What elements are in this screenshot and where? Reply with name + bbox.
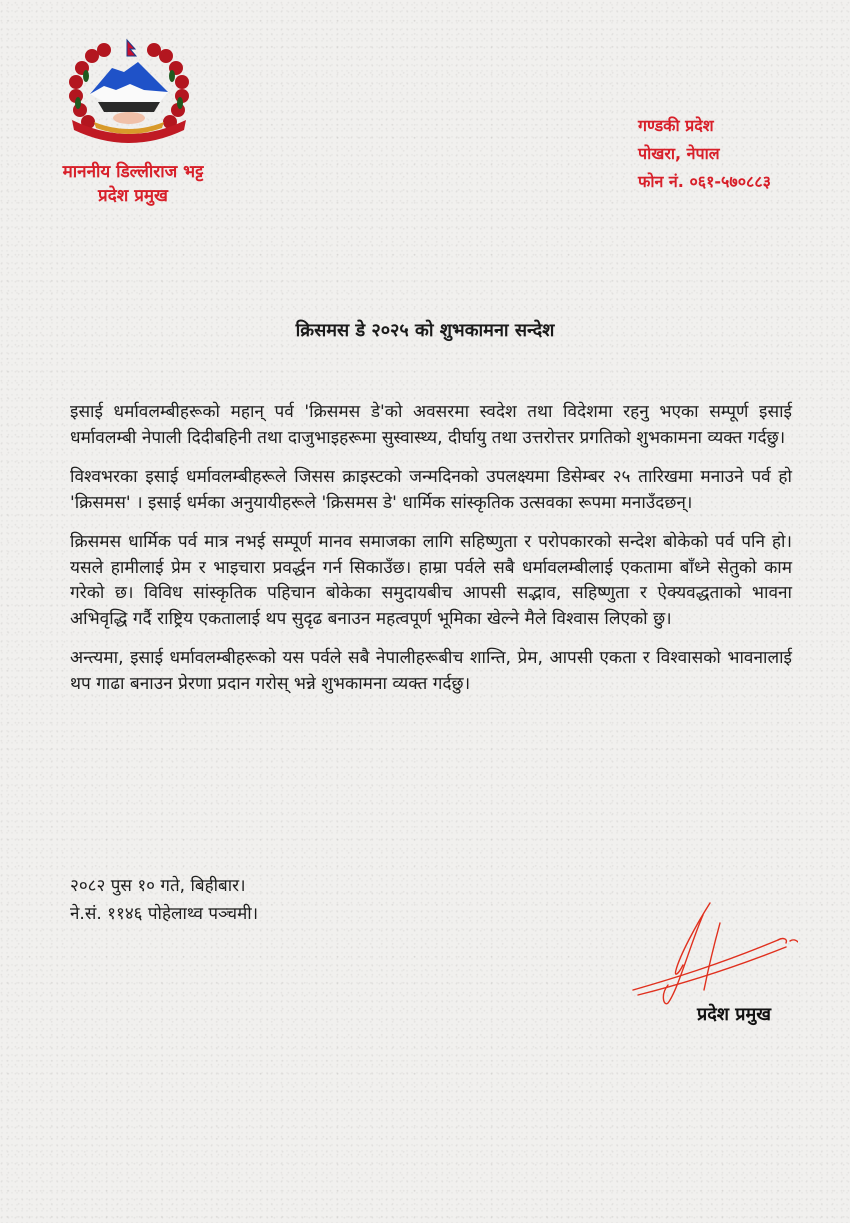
nepal-coat-of-arms-emblem xyxy=(64,36,194,148)
date-bs: २०८२ पुस १० गते, बिहीबार। xyxy=(70,876,246,896)
sender-name: माननीय डिल्लीराज भट्ट xyxy=(62,162,204,182)
document-title: क्रिसमस डे २०२५ को शुभकामना सन्देश xyxy=(295,320,555,341)
paragraph: इसाई धर्मावलम्बीहरूको महान् पर्व 'क्रिसमस डे'को अवसरमा स्वदेश तथा विदेशमा रहनु भएका सम्पूर्ण इसाई धर्मावलम्बी नेपाली दिदीबहिनी तथा दाजुभाइहरूमा सुस्वास्थ्य, दीर्घायु तथा उत्तरोत्तर प्रगतिको शुभकामना व्यक्त गर्दछु। xyxy=(70,402,792,448)
date-nepal-sambat: ने.सं. ११४६ पोहेलाथ्व पञ्चमी। xyxy=(70,904,259,924)
message-body xyxy=(70,400,792,711)
province-name: गण्डकी प्रदेश xyxy=(638,116,714,135)
paragraph: क्रिसमस धार्मिक पर्व मात्र नभई सम्पूर्ण मानव समाजका लागि सहिष्णुता र परोपकारको सन्देश बोकेको पर्व पनि हो। यसले हामीलाई प्रेम र भाइचारा प्रवर्द्धन गर्न सिकाउँछ। हाम्रा पर्वले सबै धर्मावलम्बीलाई एकतामा बाँध्ने सेतुको काम गरेको छ। विविध सांस्कृतिक पहिचान बोकेका समुदायबीच आपसी सद्भाव, सहिष्णुता र ऐक्यवद्धताको भावना अभिवृद्धि गर्दै राष्ट्रिय एकतालाई थप सुदृढ बनाउन महत्वपूर्ण भूमिका खेल्ने मैले विश्वास लिएको छु। xyxy=(70,532,792,629)
handshake-icon xyxy=(113,112,145,124)
paragraph: अन्त्यमा, इसाई धर्मावलम्बीहरूको यस पर्वले सबै नेपालीहरूबीच शान्ति, प्रेम, आपसी एकता र विश्वासको भावनालाई थप गाढा बनाउन प्रेरणा प्रदान गरोस् भन्ने शुभकामना व्यक्त गर्दछु। xyxy=(70,648,792,694)
sender-block xyxy=(28,160,238,208)
phone-number: फोन नं. ०६१-५७०८८३ xyxy=(638,172,771,191)
handwritten-signature xyxy=(628,895,798,1005)
paragraph: विश्वभरका इसाई धर्मावलम्बीहरूले जिसस क्राइस्टको जन्मदिनको उपलक्ष्यमा डिसेम्बर २५ तारिखमा मनाउने पर्व हो 'क्रिसमस' । इसाई धर्मका अनुयायीहरूले 'क्रिसमस डे' धार्मिक सांस्कृतिक उत्सवका रूपमा मनाउँदछन्। xyxy=(70,467,792,513)
nepal-flag-icon xyxy=(127,40,136,56)
sender-designation: प्रदेश प्रमुख xyxy=(98,186,168,206)
office-location: पोखरा, नेपाल xyxy=(638,144,720,163)
date-block xyxy=(70,872,258,928)
signatory-title: प्रदेश प्रमुख xyxy=(697,1004,772,1025)
office-address-block xyxy=(638,112,771,196)
